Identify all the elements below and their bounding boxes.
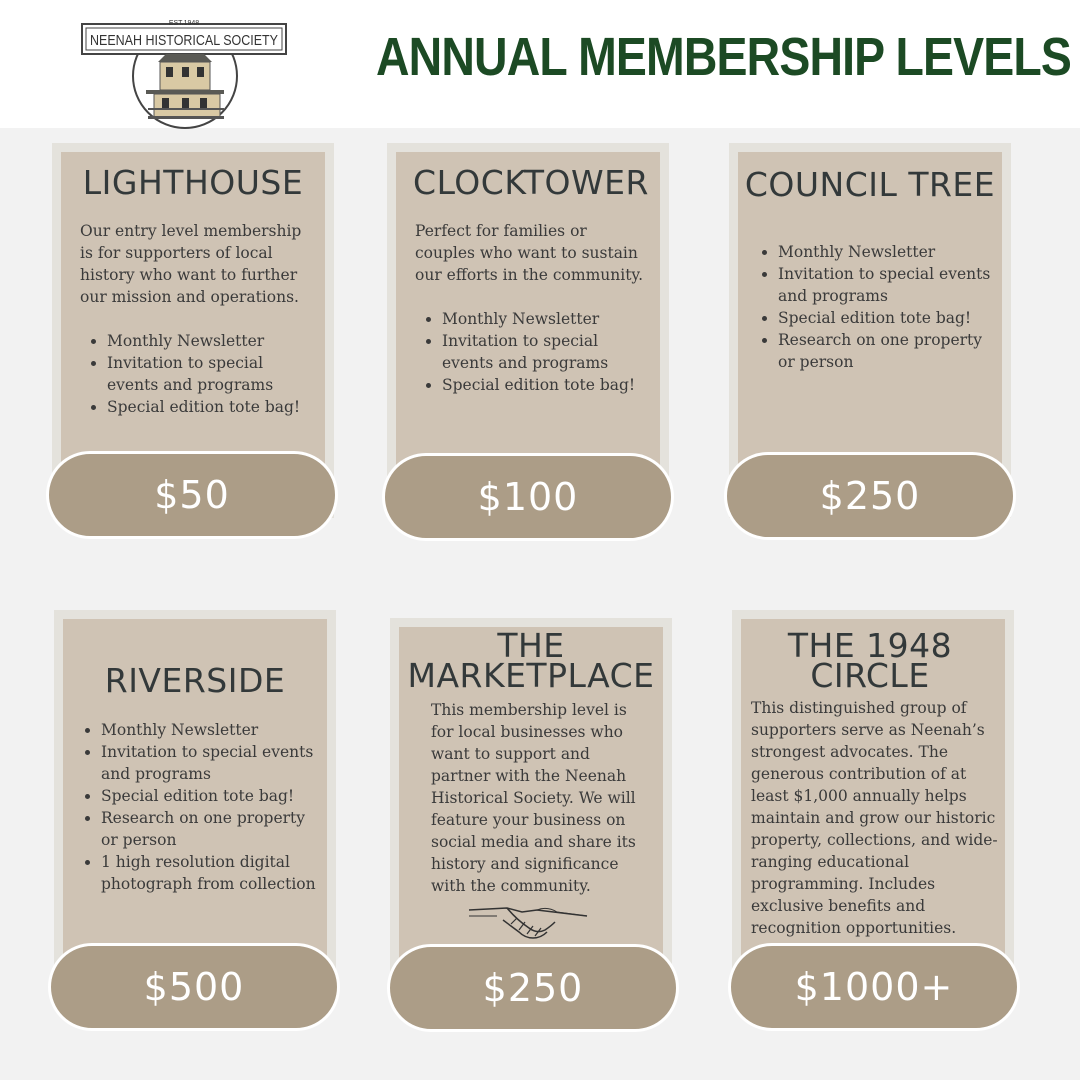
benefit-item: • Monthly Newsletter: [442, 308, 647, 330]
svg-text:EST.1948: EST.1948: [168, 20, 200, 27]
card-body: [751, 697, 1005, 939]
benefit-list: [415, 308, 647, 396]
benefit-list: [80, 330, 312, 418]
benefit-item: • Invitation to special events and programs: [107, 352, 312, 396]
benefit-item: • Invitation to special events and programs: [442, 330, 647, 374]
price-badge: $250: [724, 452, 1016, 540]
card-title-line: MARKETPLACE: [407, 656, 655, 695]
price-badge: $1000+: [728, 943, 1020, 1031]
price-badge: $500: [48, 943, 340, 1031]
card-title-line: THE: [497, 626, 565, 665]
benefit-item: • Special edition tote bag!: [778, 307, 991, 329]
card-title: LIGHTHOUSE: [82, 163, 304, 202]
benefit-item: • Special edition tote bag!: [442, 374, 647, 396]
card-description: This membership level is for local businesses who want to support and partner with the Neenah Historical Society. We will feature your business on social media and share its history and significance with the community.: [431, 701, 636, 895]
price-badge: $50: [46, 451, 338, 539]
price-badge: $250: [387, 944, 679, 1032]
svg-text:NEENAH HISTORICAL SOCIETY: NEENAH HISTORICAL SOCIETY: [90, 32, 278, 49]
benefit-list: [74, 719, 319, 895]
handshake-icon: [467, 902, 589, 944]
card-title-line: CIRCLE: [810, 656, 930, 695]
page-title: ANNUAL MEMBERSHIP LEVELS: [376, 27, 1071, 87]
benefit-item: • Monthly Newsletter: [107, 330, 312, 352]
benefit-item: • Monthly Newsletter: [101, 719, 319, 741]
benefit-list: [751, 241, 991, 373]
card-title: [399, 626, 663, 695]
neenah-historical-society-logo: [80, 12, 290, 130]
benefit-item: • Monthly Newsletter: [778, 241, 991, 263]
benefit-item: • Special edition tote bag!: [107, 396, 312, 418]
benefit-item: • Invitation to special events and programs: [101, 741, 319, 785]
benefit-item: • Special edition tote bag!: [101, 785, 319, 807]
card-body: [74, 719, 319, 895]
card-description: Our entry level membership is for supporters of local history who want to further our mission and operations.: [80, 222, 302, 306]
card-description: Perfect for families or couples who want to sustain our efforts in the community.: [415, 222, 644, 284]
price-badge: $100: [382, 453, 674, 541]
card-body: [431, 699, 651, 897]
card-body: [80, 220, 312, 418]
benefit-item: • Research on one property or person: [101, 807, 319, 851]
benefit-item: • Research on one property or person: [778, 329, 991, 373]
benefit-item: • Invitation to special events and programs: [778, 263, 991, 307]
card-title-line: THE 1948: [787, 626, 953, 665]
card-title: [741, 626, 999, 695]
benefit-item: • 1 high resolution digital photograph from collection: [101, 851, 319, 895]
header: [0, 0, 1080, 128]
card-title: RIVERSIDE: [104, 661, 286, 700]
card-body: [751, 241, 991, 373]
card-body: [415, 220, 647, 396]
card-description: This distinguished group of supporters serve as Neenah’s strongest advocates. The generous contribution of at least $1,000 annually helps maintain and grow our historic property, collections, and wide-ranging educational programming. Includes exclusive benefits and recognition opportunities.: [751, 699, 998, 937]
card-title: COUNCIL TREE: [744, 165, 996, 204]
card-title: CLOCKTOWER: [413, 163, 649, 202]
